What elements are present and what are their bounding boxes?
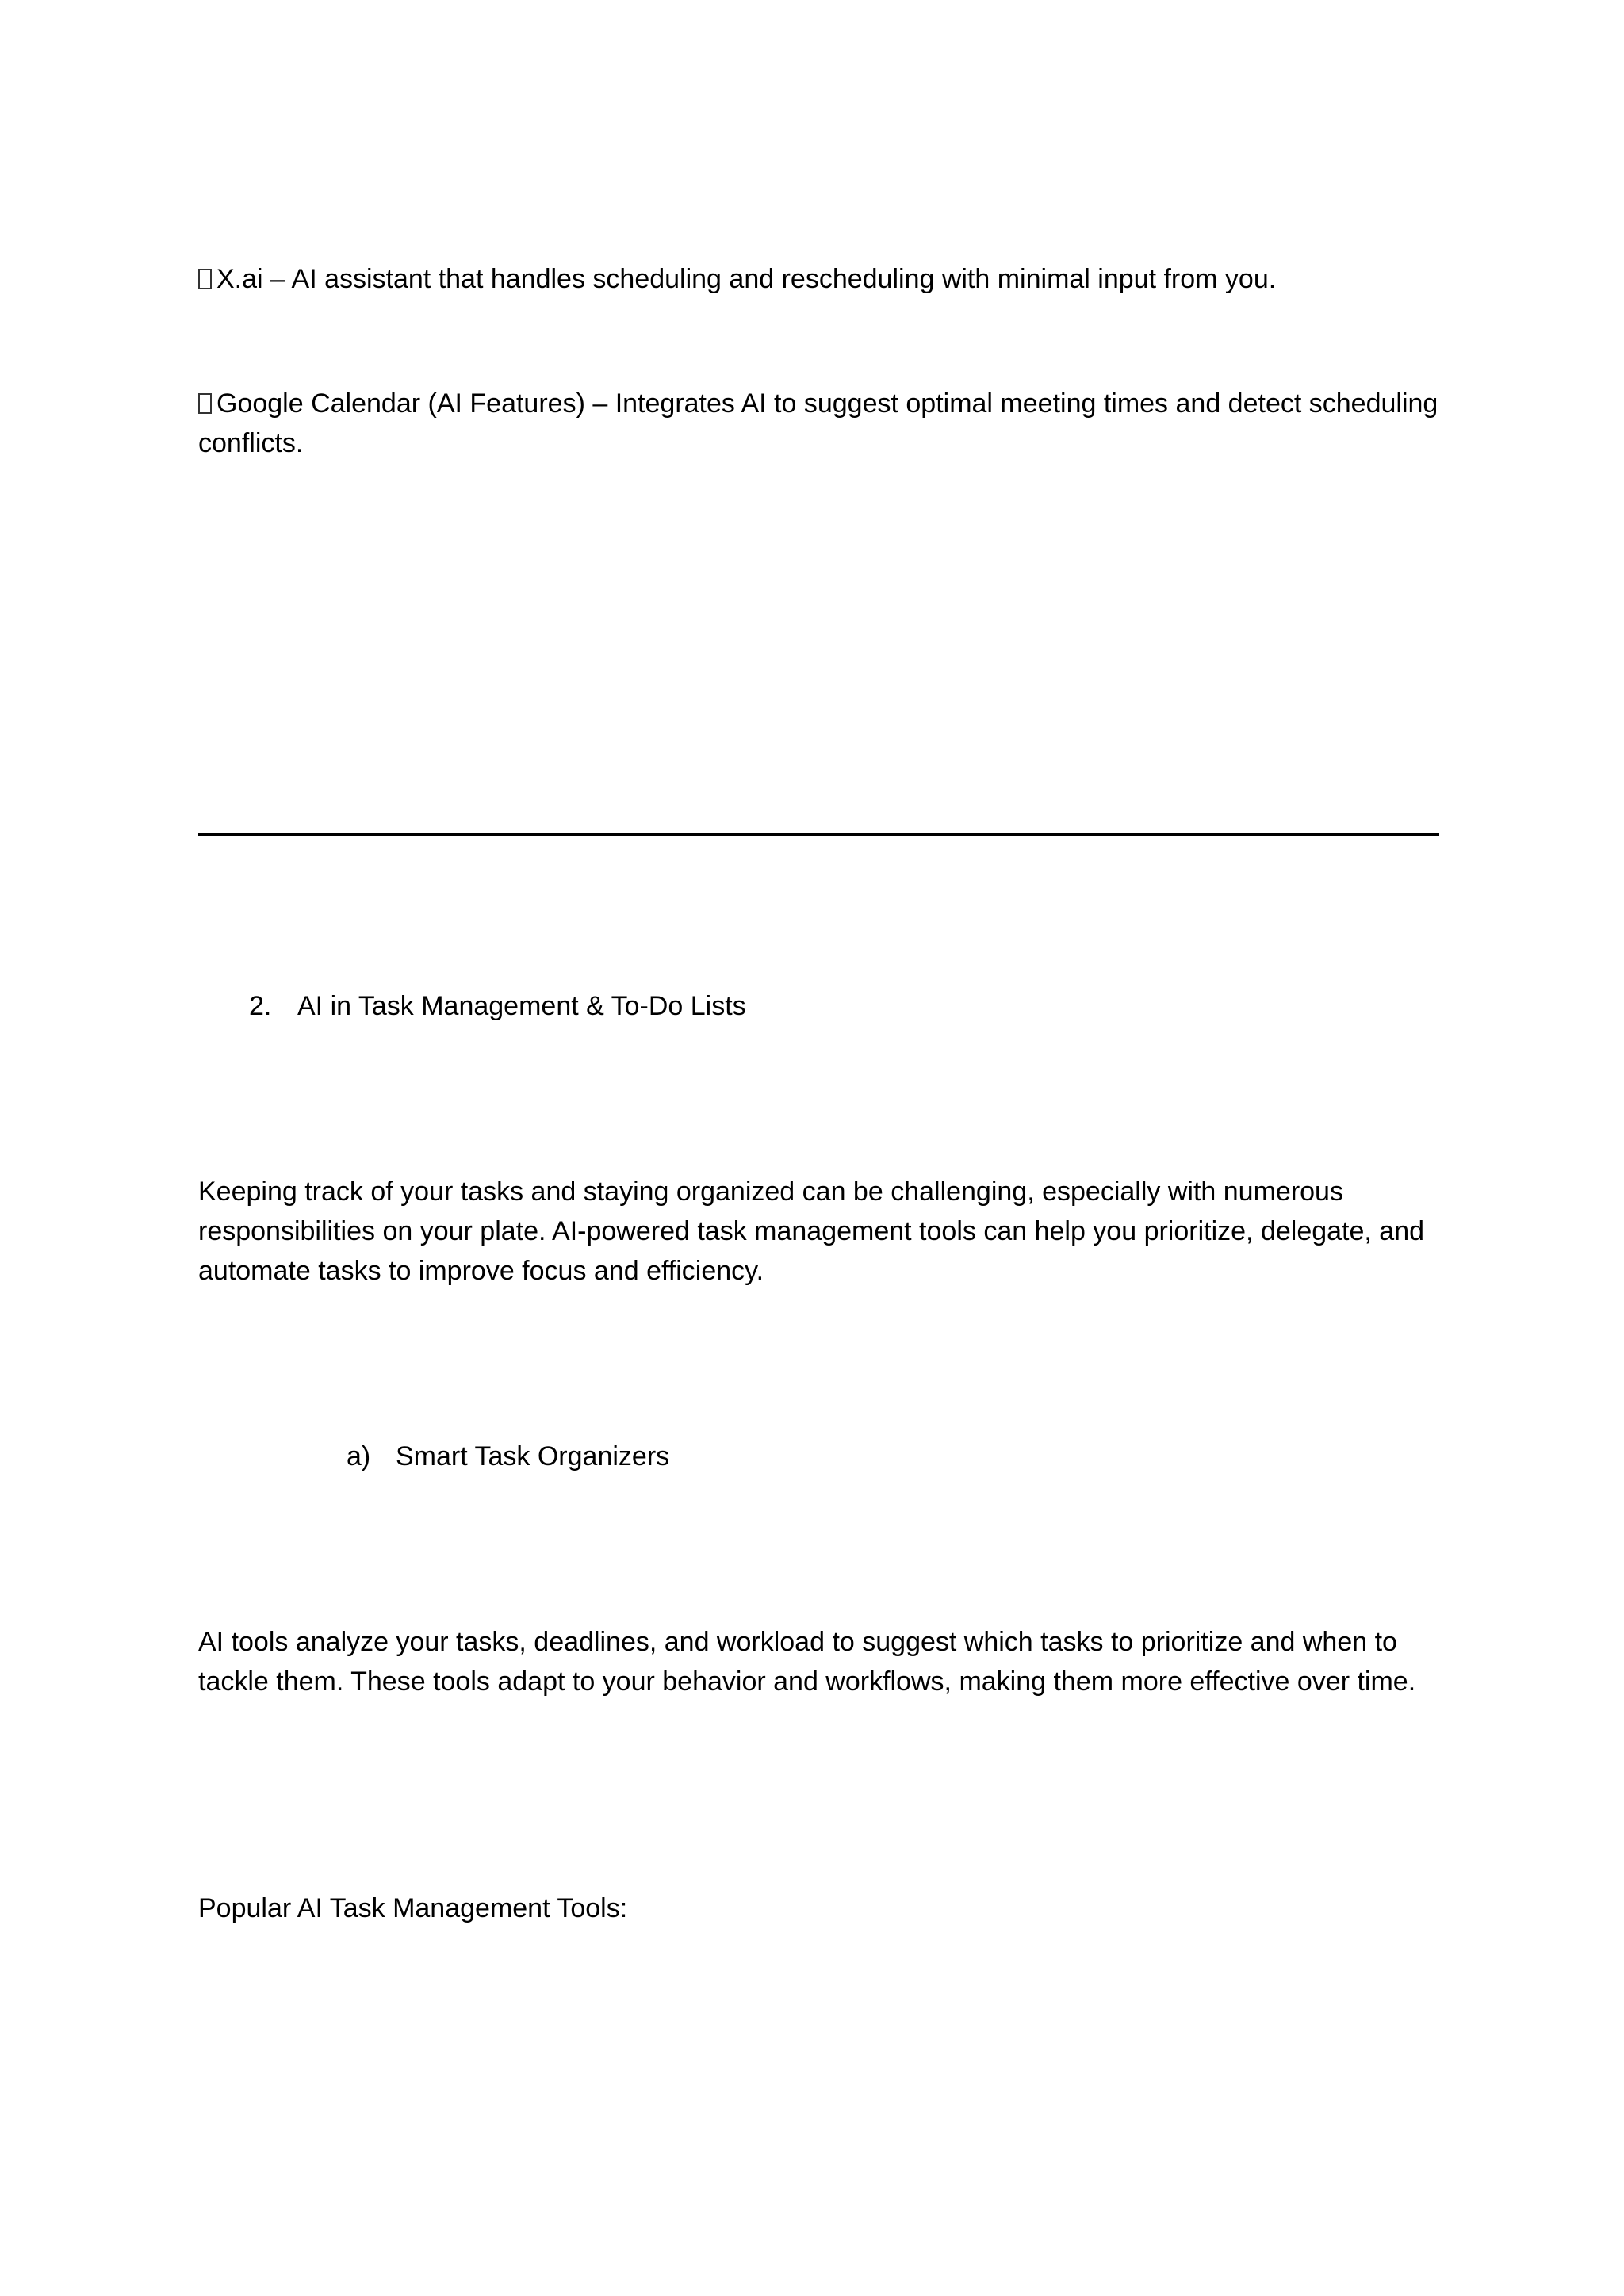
missing-glyph-icon xyxy=(198,269,212,289)
subsection-paragraph: AI tools analyze your tasks, deadlines, and workload to suggest which tasks to prioritize and when to tackle them. These tools adapt to your behavior and workflows, making them more effective over time. xyxy=(198,1627,1416,1697)
section-number: 2. xyxy=(249,991,272,1021)
section-title: AI in Task Management & To-Do Lists xyxy=(297,991,746,1021)
bullet-google-calendar-text: Google Calendar (AI Features) – Integrates AI to suggest optimal meeting times and detect scheduling conflicts. xyxy=(198,388,1438,458)
bullet-xai xyxy=(198,259,1447,299)
horizontal-rule xyxy=(198,833,1439,836)
tools-heading: Popular AI Task Management Tools: xyxy=(198,1893,628,1923)
bullet-xai-text: X.ai – AI assistant that handles scheduling and rescheduling with minimal input from you. xyxy=(216,264,1277,294)
missing-glyph-icon xyxy=(198,393,212,414)
subsection-title: Smart Task Organizers xyxy=(396,1441,670,1471)
intro-paragraph: Keeping track of your tasks and staying organized can be challenging, especially with numerous responsibilities on your plate. AI-powered task management tools can help you prioritize, delegate, and automate tasks to improve focus and efficiency. xyxy=(198,1177,1425,1286)
bullet-google-calendar xyxy=(198,384,1447,463)
subsection-marker: a) xyxy=(347,1441,371,1471)
